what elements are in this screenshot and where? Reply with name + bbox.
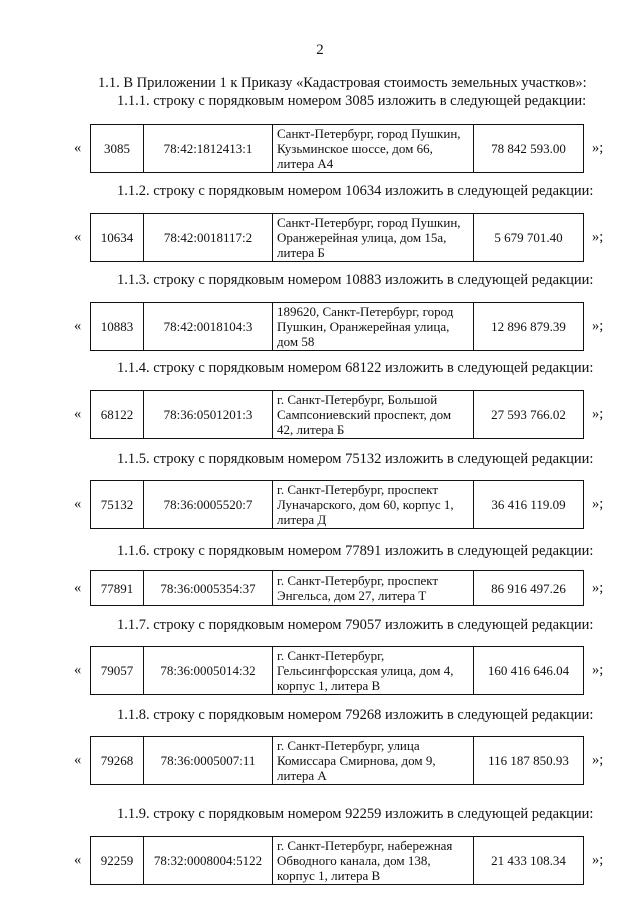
quote-close: »; xyxy=(592,662,604,678)
record-table xyxy=(90,302,584,351)
item-heading-4: 1.1.4. строку с порядковым номером 68122 изложить в следующей редакции: xyxy=(117,360,594,376)
address: Санкт-Петербург, город Пушкин, Кузьминское шоссе, дом 66, литера А4 xyxy=(273,125,474,173)
cadastral-number: 78:42:0018104:3 xyxy=(144,303,273,351)
address: 189620, Санкт-Петербург, город Пушкин, Оранжерейная улица, дом 58 xyxy=(273,303,474,351)
record-row-5 xyxy=(74,480,614,528)
quote-open: « xyxy=(74,662,82,678)
cadastral-cost: 78 842 593.00 xyxy=(474,125,584,173)
item-heading-2: 1.1.2. строку с порядковым номером 10634 изложить в следующей редакции: xyxy=(117,183,594,199)
record-row-4 xyxy=(74,390,614,438)
record-table xyxy=(90,836,584,885)
quote-close: »; xyxy=(592,852,604,868)
cadastral-cost: 12 896 879.39 xyxy=(474,303,584,351)
cadastral-cost: 116 187 850.93 xyxy=(474,737,584,785)
cadastral-cost: 86 916 497.26 xyxy=(474,571,584,606)
page-number: 2 xyxy=(316,42,324,58)
record-row-3 xyxy=(74,302,614,350)
quote-close: »; xyxy=(592,140,604,156)
record-table xyxy=(90,124,584,173)
quote-close: »; xyxy=(592,580,604,596)
record-row-9 xyxy=(74,836,614,884)
record-row-8 xyxy=(74,736,614,784)
quote-open: « xyxy=(74,580,82,596)
cadastral-number: 78:36:0005354:37 xyxy=(144,571,273,606)
address: г. Санкт-Петербург, Гельсингфорсская улица, дом 4, корпус 1, литера В xyxy=(273,647,474,695)
record-row-6 xyxy=(74,570,614,606)
record-table xyxy=(90,213,584,262)
cadastral-number: 78:42:1812413:1 xyxy=(144,125,273,173)
quote-open: « xyxy=(74,752,82,768)
record-number: 68122 xyxy=(91,391,144,439)
record-table xyxy=(90,390,584,439)
quote-close: »; xyxy=(592,229,604,245)
cadastral-number: 78:36:0005520:7 xyxy=(144,481,273,529)
quote-open: « xyxy=(74,852,82,868)
record-number: 10883 xyxy=(91,303,144,351)
address: г. Санкт-Петербург, проспект Энгельса, дом 27, литера Т xyxy=(273,571,474,606)
quote-open: « xyxy=(74,318,82,334)
cadastral-number: 78:32:0008004:5122 xyxy=(144,837,273,885)
address: Санкт-Петербург, город Пушкин, Оранжерейная улица, дом 15а, литера Б xyxy=(273,214,474,262)
item-heading-9: 1.1.9. строку с порядковым номером 92259 изложить в следующей редакции: xyxy=(117,806,594,822)
quote-open: « xyxy=(74,229,82,245)
cadastral-cost: 5 679 701.40 xyxy=(474,214,584,262)
cadastral-cost: 27 593 766.02 xyxy=(474,391,584,439)
cadastral-cost: 36 416 119.09 xyxy=(474,481,584,529)
record-number: 79057 xyxy=(91,647,144,695)
record-number: 3085 xyxy=(91,125,144,173)
cadastral-number: 78:36:0005014:32 xyxy=(144,647,273,695)
quote-close: »; xyxy=(592,406,604,422)
record-table xyxy=(90,736,584,785)
cadastral-number: 78:36:0501201:3 xyxy=(144,391,273,439)
item-heading-6: 1.1.6. строку с порядковым номером 77891 изложить в следующей редакции: xyxy=(117,543,594,559)
cadastral-number: 78:36:0005007:11 xyxy=(144,737,273,785)
quote-close: »; xyxy=(592,496,604,512)
item-heading-8: 1.1.8. строку с порядковым номером 79268 изложить в следующей редакции: xyxy=(117,707,594,723)
record-table xyxy=(90,480,584,529)
quote-close: »; xyxy=(592,752,604,768)
record-number: 77891 xyxy=(91,571,144,606)
item-heading-1: 1.1.1. строку с порядковым номером 3085 изложить в следующей редакции: xyxy=(117,93,587,109)
item-heading-7: 1.1.7. строку с порядковым номером 79057 изложить в следующей редакции: xyxy=(117,617,594,633)
record-table xyxy=(90,570,584,606)
item-heading-5: 1.1.5. строку с порядковым номером 75132 изложить в следующей редакции: xyxy=(117,451,594,467)
record-table xyxy=(90,646,584,695)
cadastral-cost: 160 416 646.04 xyxy=(474,647,584,695)
address: г. Санкт-Петербург, проспект Луначарского, дом 60, корпус 1, литера Д xyxy=(273,481,474,529)
address: г. Санкт-Петербург, набережная Обводного канала, дом 138, корпус 1, литера В xyxy=(273,837,474,885)
record-number: 92259 xyxy=(91,837,144,885)
quote-open: « xyxy=(74,496,82,512)
record-row-7 xyxy=(74,646,614,694)
item-heading-3: 1.1.3. строку с порядковым номером 10883 изложить в следующей редакции: xyxy=(117,272,594,288)
record-row-2 xyxy=(74,213,614,261)
quote-open: « xyxy=(74,140,82,156)
cadastral-cost: 21 433 108.34 xyxy=(474,837,584,885)
record-row-1 xyxy=(74,124,614,172)
record-number: 75132 xyxy=(91,481,144,529)
cadastral-number: 78:42:0018117:2 xyxy=(144,214,273,262)
intro-paragraph: 1.1. В Приложении 1 к Приказу «Кадастровая стоимость земельных участков»: xyxy=(98,75,587,91)
quote-open: « xyxy=(74,406,82,422)
quote-close: »; xyxy=(592,318,604,334)
address: г. Санкт-Петербург, улица Комиссара Смирнова, дом 9, литера А xyxy=(273,737,474,785)
address: г. Санкт-Петербург, Большой Сампсониевский проспект, дом 42, литера Б xyxy=(273,391,474,439)
record-number: 79268 xyxy=(91,737,144,785)
record-number: 10634 xyxy=(91,214,144,262)
